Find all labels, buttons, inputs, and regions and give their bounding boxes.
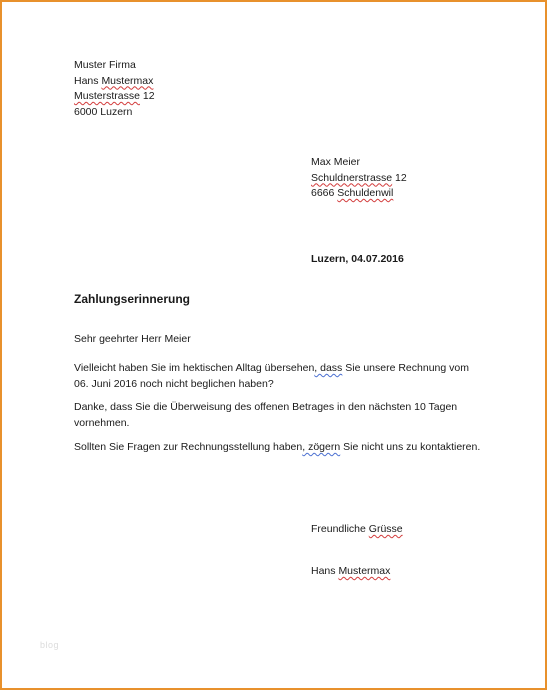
sender-name: Hans Mustermax xyxy=(74,74,154,87)
subject-heading: Zahlungserinnerung xyxy=(74,292,191,306)
body-paragraph-2: Danke, dass Sie die Überweisung des offenen Betrages in den nächsten 10 Tagen vornehmen. xyxy=(74,401,458,429)
recipient-name: Max Meier xyxy=(311,156,361,168)
body-paragraph-3: Sollten Sie Fragen zur Rechnungsstellung haben, zögern Sie nicht uns zu kontaktieren. xyxy=(74,441,481,453)
sender-city: 6000 Luzern xyxy=(74,105,133,118)
sender-address xyxy=(74,58,155,120)
date-line: Luzern, 04.07.2016 xyxy=(311,253,404,265)
sender-name-last: Mustermax xyxy=(101,74,154,87)
recipient-street: Schuldnerstrasse 12 xyxy=(311,171,407,184)
salutation: Sehr geehrter Herr Meier xyxy=(74,333,191,345)
letter-page xyxy=(2,2,545,688)
watermark: blog xyxy=(40,640,60,650)
body-paragraph-1: Vielleicht haben Sie im hektischen Alltag übersehen, dass Sie unsere Rechnung vom 06. Juni 2016 noch nicht beglichen haben? xyxy=(74,362,469,390)
recipient-address xyxy=(311,155,407,202)
closing-greeting: Freundliche Grüsse xyxy=(311,523,403,535)
sender-company: Muster Firma xyxy=(74,59,136,71)
recipient-city: 6666 Schuldenwil xyxy=(311,187,394,199)
signature-name: Hans Mustermax xyxy=(311,565,391,577)
sender-street: Musterstrasse 12 xyxy=(74,90,155,102)
